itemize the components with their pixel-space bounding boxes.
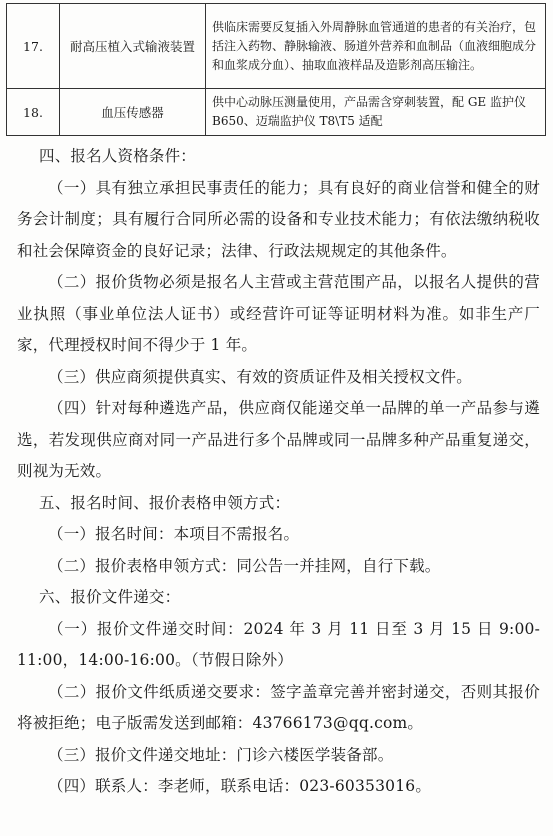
paragraph: （二）报价表格申领方式：同公告一并挂网，自行下载。 — [48, 556, 441, 575]
paragraph: （一）具有独立承担民事责任的能力；具有良好的商业信誉和健全的财务会计制度；具有履行合同所必需的设备和专业技术能力；有依法缴纳税收和社会保障资金的良好记录；法律、行政法规规定的其他条件。 — [17, 178, 540, 260]
paragraph: （四）联系人：李老师，联系电话：023-60353016。 — [48, 777, 432, 795]
paragraph: （三）供应商须提供真实、有效的资质证件及相关授权文件。 — [48, 367, 472, 386]
row-number: 18. — [7, 89, 60, 136]
table-row — [7, 4, 546, 89]
document-body — [17, 141, 540, 803]
paragraph: （三）报价文件递交地址：门诊六楼医学装备部。 — [48, 745, 394, 764]
table-row — [7, 89, 546, 136]
product-table — [6, 3, 546, 136]
product-name: 血压传感器 — [60, 89, 206, 136]
section-heading: 六、报价文件递交： — [39, 588, 181, 606]
paragraph: （二）报价文件纸质递交要求：签字盖章完善并密封递交，否则其报价将被拒绝；电子版需发送到邮箱：43766173@qq.com。 — [17, 682, 540, 732]
paragraph: （一）报名时间：本项目不需报名。 — [48, 525, 300, 543]
section-heading: 四、报名人资格条件： — [39, 147, 197, 165]
section-heading: 五、报名时间、报价表格申领方式： — [39, 493, 291, 512]
product-description: 供中心动脉压测量使用，产品需含穿刺装置，配 GE 监护仪 B650、迈瑞监护仪 T8\T5 适配 — [206, 89, 546, 136]
product-description: 供临床需要反复插入外周静脉血管通道的患者的有关治疗，包括注入药物、静脉输液、肠道外营养和血制品（血液细胞成分和血浆成分血）、抽取血液样品及造影剂高压输注。 — [206, 4, 546, 89]
product-name: 耐高压植入式输液装置 — [60, 4, 206, 89]
paragraph: （一）报价文件递交时间：2024 年 3 月 11 日至 3 月 15 日 9:00-11:00，14:00-16:00。（节假日除外） — [17, 619, 540, 669]
paragraph: （四）针对每种遴选产品，供应商仅能递交单一品牌的单一产品参与遴选，若发现供应商对同一产品进行多个品牌或同一品牌多种产品重复递交，则视为无效。 — [17, 399, 540, 480]
paragraph: （二）报价货物必须是报名人主营或主营范围产品，以报名人提供的营业执照（事业单位法人证书）或经营许可证等证明材料为准。如非生产厂家，代理授权时间不得少于 1 年。 — [17, 273, 540, 354]
row-number: 17. — [7, 4, 60, 89]
